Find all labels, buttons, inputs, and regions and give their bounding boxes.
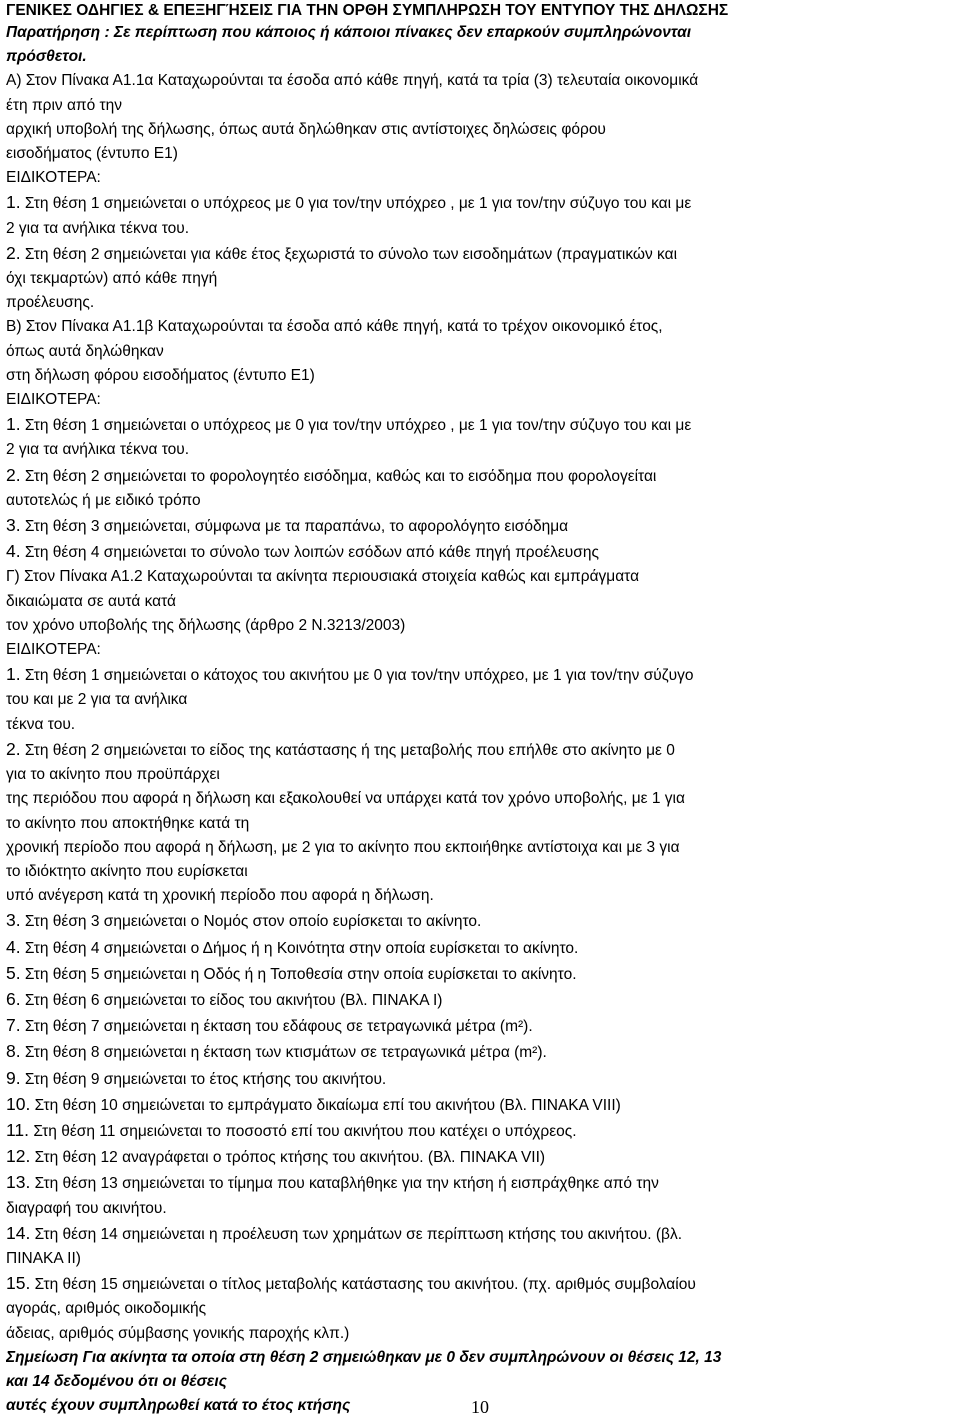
item-text: αυτοτελώς ή με ειδικό τρόπο bbox=[6, 491, 201, 509]
section-a-intro-line: αρχική υποβολή της δήλωσης, όπως αυτά δηλώθηκαν στις αντίστοιχες δηλώσεις φόρου bbox=[6, 120, 606, 138]
remark-line: πρόσθετοι. bbox=[6, 48, 87, 66]
item-number: 1. bbox=[6, 664, 21, 685]
item-text: υπό ανέγερση κατά τη χρονική περίοδο που αφορά η δήλωση. bbox=[6, 887, 434, 905]
section-b-intro-line: όπως αυτά δηλώθηκαν bbox=[6, 342, 164, 360]
list-item bbox=[6, 1144, 952, 1170]
page-number: 10 bbox=[471, 1397, 489, 1417]
section-a-intro-line: έτη πριν από την bbox=[6, 96, 123, 114]
list-item bbox=[6, 935, 952, 961]
list-item bbox=[6, 1118, 952, 1144]
item-number: 3. bbox=[6, 910, 21, 931]
list-item bbox=[6, 1170, 952, 1220]
list-item bbox=[6, 737, 952, 908]
item-number: 5. bbox=[6, 962, 21, 983]
item-text: 2 για τα ανήλικα τέκνα του. bbox=[6, 441, 190, 459]
item-text: τέκνα του. bbox=[6, 715, 76, 733]
item-text: Στη θέση 4 σημειώνεται το σύνολο των λοιπών εσόδων από κάθε πηγή προέλευσης bbox=[24, 544, 599, 562]
item-number: 1. bbox=[6, 192, 21, 213]
item-text: για το ακίνητο που προϋπάρχει bbox=[6, 766, 220, 784]
list-item bbox=[6, 190, 952, 240]
item-text: Στη θέση 1 σημειώνεται ο υπόχρεος με 0 για τον/την υπόχρεο , με 1 για τον/την σύζυγο του και με bbox=[24, 195, 692, 213]
item-number: 6. bbox=[6, 988, 21, 1009]
list-item bbox=[6, 1271, 952, 1346]
item-text: ΠΙΝΑΚΑ ΙΙ) bbox=[6, 1249, 81, 1267]
item-text: Στη θέση 7 σημειώνεται η έκταση του εδάφους σε τετραγωνικά μέτρα (m²). bbox=[24, 1018, 533, 1036]
item-number: 11. bbox=[6, 1119, 30, 1140]
specifics-label: ΕΙΔΙΚΟΤΕΡΑ: bbox=[6, 391, 101, 409]
item-text: προέλευσης. bbox=[6, 294, 95, 312]
item-text: Στη θέση 8 σημειώνεται η έκταση των κτισμάτων σε τετραγωνικά μέτρα (m²). bbox=[24, 1044, 547, 1062]
list-item bbox=[6, 908, 952, 934]
item-text: Στη θέση 3 σημειώνεται ο Νομός στον οποίο ευρίσκεται το ακίνητο. bbox=[24, 913, 482, 931]
item-text: Στη θέση 15 σημειώνεται ο τίτλος μεταβολής κατάστασης του ακινήτου. (πχ. αριθμός συμβολαίου bbox=[34, 1276, 696, 1294]
item-text: 2 για τα ανήλικα τέκνα του. bbox=[6, 219, 190, 237]
section-b bbox=[6, 315, 952, 565]
item-text: Στη θέση 6 σημειώνεται το είδος του ακινήτου (Βλ. ΠΙΝΑΚΑ Ι) bbox=[24, 991, 443, 1009]
list-item bbox=[6, 513, 952, 539]
list-item bbox=[6, 961, 952, 987]
item-text: της περιόδου που αφορά η δήλωση και εξακολουθεί να υπάρχει κατά τον χρόνο υποβολής, με 1 για bbox=[6, 790, 685, 808]
item-number: 7. bbox=[6, 1015, 21, 1036]
specifics-label: ΕΙΔΙΚΟΤΕΡΑ: bbox=[6, 169, 101, 187]
list-item bbox=[6, 412, 952, 462]
item-text: Στη θέση 2 σημειώνεται για κάθε έτος ξεχωριστά το σύνολο των εισοδημάτων (πραγματικών και bbox=[24, 245, 678, 263]
item-number: 9. bbox=[6, 1067, 21, 1088]
item-text: άδειας, αριθμός σύμβασης γονικής παροχής κλπ.) bbox=[6, 1324, 350, 1342]
list-item bbox=[6, 1221, 952, 1271]
item-number: 15. bbox=[6, 1273, 31, 1294]
list-item bbox=[6, 463, 952, 513]
item-number: 2. bbox=[6, 464, 21, 485]
item-text: Στη θέση 2 σημειώνεται το είδος της κατάστασης ή της μεταβολής που επήλθε στο ακίνητο με 0 bbox=[24, 741, 675, 759]
section-a-intro-line: εισοδήματος (έντυπο Ε1) bbox=[6, 145, 178, 163]
item-text: Στη θέση 9 σημειώνεται το έτος κτήσης του ακινήτου. bbox=[24, 1070, 387, 1088]
item-number: 13. bbox=[6, 1172, 31, 1193]
list-item bbox=[6, 1092, 952, 1118]
item-text: του και με 2 για τα ανήλικα bbox=[6, 691, 188, 709]
section-c-intro-line: δικαιώματα σε αυτά κατά bbox=[6, 592, 176, 610]
note-line: Σημείωση Για ακίνητα τα οποία στη θέση 2 σημειώθηκαν με 0 δεν συμπληρώνουν οι θέσεις 12, 13 bbox=[6, 1348, 722, 1366]
section-b-intro-line: στη δήλωση φόρου εισοδήματος (έντυπο Ε1) bbox=[6, 366, 315, 384]
section-c-intro-line: Γ) Στον Πίνακα Α1.2 Καταχωρούνται τα ακίνητα περιουσιακά στοιχεία καθώς και εμπράγματα bbox=[6, 568, 640, 586]
section-c-intro-line: τον χρόνο υποβολής της δήλωσης (άρθρο 2 Ν.3213/2003) bbox=[6, 616, 406, 634]
note-line: αυτές έχουν συμπληρωθεί κατά το έτος κτήσης bbox=[6, 1397, 351, 1415]
item-number: 12. bbox=[6, 1146, 31, 1167]
item-text: Στη θέση 11 σημειώνεται το ποσοστό επί του ακινήτου που κατέχει ο υπόχρεος. bbox=[33, 1122, 577, 1140]
item-text: Στη θέση 2 σημειώνεται το φορολογητέο εισόδημα, καθώς και το εισόδημα που φορολογείται bbox=[24, 467, 657, 485]
item-number: 4. bbox=[6, 936, 21, 957]
item-text: Στη θέση 10 σημειώνεται το εμπράγματο δικαίωμα επί του ακινήτου (Βλ. ΠΙΝΑΚΑ VIII) bbox=[34, 1096, 621, 1114]
item-text: Στη θέση 1 σημειώνεται ο υπόχρεος με 0 για τον/την υπόχρεο , με 1 για τον/την σύζυγο του και με bbox=[24, 417, 692, 435]
section-c bbox=[6, 565, 952, 1345]
item-number: 4. bbox=[6, 541, 21, 562]
list-item bbox=[6, 241, 952, 316]
item-text: διαγραφή του ακινήτου. bbox=[6, 1199, 167, 1217]
list-item bbox=[6, 1013, 952, 1039]
remark-line: Παρατήρηση : Σε περίπτωση που κάποιος ή κάποιοι πίνακες δεν επαρκούν συμπληρώνονται bbox=[6, 24, 692, 41]
item-text: αγοράς, αριθμός οικοδομικής bbox=[6, 1300, 207, 1318]
item-text: όχι τεκμαρτών) από κάθε πηγή bbox=[6, 270, 218, 288]
item-number: 1. bbox=[6, 414, 21, 435]
specifics-label: ΕΙΔΙΚΟΤΕΡΑ: bbox=[6, 641, 101, 659]
section-b-intro-line: Β) Στον Πίνακα Α1.1β Καταχωρούνται τα έσοδα από κάθε πηγή, κατά το τρέχον οικονομικό έτος, bbox=[6, 318, 663, 336]
page-title: ΓΕΝΙΚΕΣ ΟΔΗΓΙΕΣ & ΕΠΕΞΗΓΉΣΕΙΣ ΓΙΑ ΤΗΝ ΟΡΘΗ ΣΥΜΠΛΗΡΩΣΗ ΤΟΥ ΕΝΤΥΠΟΥ ΤΗΣ ΔΗΛΩΣΗΣ bbox=[6, 2, 729, 19]
list-item bbox=[6, 662, 952, 737]
item-text: Στη θέση 14 σημειώνεται η προέλευση των χρημάτων σε περίπτωση κτήσης του ακινήτου. (βλ. bbox=[34, 1225, 683, 1243]
list-item bbox=[6, 539, 952, 565]
section-a bbox=[6, 69, 952, 315]
item-text: Στη θέση 4 σημειώνεται ο Δήμος ή η Κοινότητα στην οποία ευρίσκεται το ακίνητο. bbox=[24, 939, 579, 957]
item-number: 3. bbox=[6, 515, 21, 536]
remark bbox=[6, 21, 952, 69]
note-line: και 14 δεδομένου ότι οι θέσεις bbox=[6, 1372, 227, 1390]
item-text: Στη θέση 5 σημειώνεται η Οδός ή η Τοποθεσία στην οποία ευρίσκεται το ακίνητο. bbox=[24, 965, 577, 983]
item-number: 2. bbox=[6, 242, 21, 263]
item-text: Στη θέση 1 σημειώνεται ο κάτοχος του ακινήτου με 0 για τον/την υπόχρεο, με 1 για τον/την σύζυγο bbox=[24, 667, 694, 685]
item-text: χρονική περίοδο που αφορά η δήλωση, με 2 για το ακίνητο που εκποιήθηκε αντίστοιχα και με 3 για bbox=[6, 838, 680, 856]
item-text: Στη θέση 13 σημειώνεται το τίμημα που καταβλήθηκε για την κτήση ή εισπράχθηκε από την bbox=[34, 1175, 659, 1193]
list-item bbox=[6, 1066, 952, 1092]
item-number: 2. bbox=[6, 738, 21, 759]
list-item bbox=[6, 1039, 952, 1065]
item-text: Στη θέση 3 σημειώνεται, σύμφωνα με τα παραπάνω, το αφορολόγητο εισόδημα bbox=[24, 518, 569, 536]
list-item bbox=[6, 987, 952, 1013]
item-number: 14. bbox=[6, 1222, 31, 1243]
item-text: το ακίνητο που αποκτήθηκε κατά τη bbox=[6, 814, 250, 832]
item-number: 10. bbox=[6, 1093, 31, 1114]
item-text: το ιδιόκτητο ακίνητο που ευρίσκεται bbox=[6, 862, 248, 880]
item-number: 8. bbox=[6, 1041, 21, 1062]
item-text: Στη θέση 12 αναγράφεται ο τρόπος κτήσης του ακινήτου. (Βλ. ΠΙΝΑΚΑ VII) bbox=[34, 1149, 546, 1167]
section-a-intro-line: Α) Στον Πίνακα Α1.1α Καταχωρούνται τα έσοδα από κάθε πηγή, κατά τα τρία (3) τελευταία οικονομικά bbox=[6, 72, 699, 90]
